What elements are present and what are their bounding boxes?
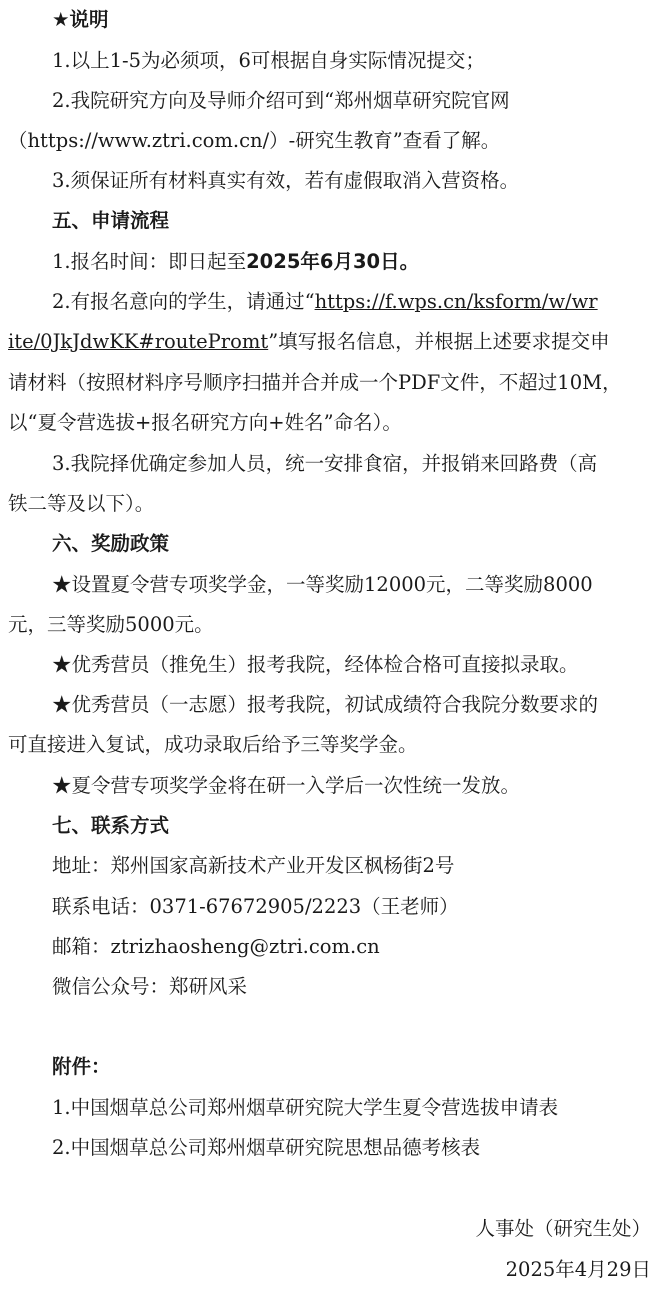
- section-5-item-2-line-4: 以“夏令营选拔+报名研究方向+姓名”命名）。: [8, 411, 402, 434]
- note-heading: [52, 8, 651, 32]
- attachment-1: 1.中国烟草总公司郑州烟草研究院大学生夏令营选拔申请表: [52, 1096, 559, 1119]
- reward-2: ★优秀营员（推免生）报考我院，经体检合格可直接拟录取。: [52, 653, 579, 676]
- section-5-item-2-line-2: [8, 330, 651, 354]
- contact-address: 地址：郑州国家高新技术产业开发区枫杨街2号: [52, 854, 455, 877]
- contact-phone: 联系电话：0371-67672905/2223（王老师）: [52, 895, 459, 918]
- signature-date: 2025年4月29日: [505, 1258, 651, 1281]
- contact-email: 邮箱：ztrizhaosheng@ztri.com.cn: [52, 935, 380, 958]
- reward-4: ★夏令营专项奖学金将在研一入学后一次性统一发放。: [52, 774, 521, 797]
- note-item-2-line-1: 2.我院研究方向及导师介绍可到“郑州烟草研究院官网: [52, 89, 510, 112]
- note-item-1: 1.以上1-5为必须项，6可根据自身实际情况提交；: [52, 49, 485, 72]
- note-title: 说明: [69, 8, 109, 31]
- reward-3-line-2: 可直接进入复试，成功录取后给予三等奖学金。: [8, 733, 418, 756]
- apply-form-link-continued[interactable]: ite/0JkJdwKK#routePromt: [8, 330, 269, 353]
- note-item-2-line-2: （https://www.ztri.com.cn/）-研究生教育”查看了解。: [8, 129, 501, 152]
- reward-1-line-2: 元，三等奖励5000元。: [8, 613, 214, 636]
- apply-form-link[interactable]: https://f.wps.cn/ksform/w/wr: [314, 290, 598, 313]
- section-6-title: 六、奖励政策: [52, 532, 170, 555]
- section-5-item-2-line-3: 请材料（按照材料序号顺序扫描并合并成一个PDF文件，不超过10M，: [8, 371, 622, 394]
- star-icon: ★: [52, 8, 70, 31]
- reward-1-line-1: ★设置夏令营专项奖学金，一等奖励12000元，二等奖励8000: [52, 573, 593, 596]
- deadline-prefix: 1.报名时间：即日起至: [52, 250, 247, 273]
- reward-3-line-1: ★优秀营员（一志愿）报考我院，初试成绩符合我院分数要求的: [52, 693, 599, 716]
- section-5-item-1: [52, 250, 651, 274]
- apply-suffix: ”填写报名信息，并根据上述要求提交申: [268, 330, 610, 353]
- section-7-title: 七、联系方式: [52, 814, 170, 837]
- section-5-item-3-line-2: 铁二等及以下）。: [8, 492, 155, 515]
- deadline-date: 2025年6月30日。: [246, 250, 420, 273]
- section-5-item-3-line-1: 3.我院择优确定参加人员，统一安排食宿，并报销来回路费（高: [52, 452, 598, 475]
- section-5-title: 五、申请流程: [52, 209, 170, 232]
- attachment-2: 2.中国烟草总公司郑州烟草研究院思想品德考核表: [52, 1136, 481, 1159]
- signature-department: 人事处（研究生处）: [475, 1217, 651, 1240]
- attachments-title: 附件：: [52, 1055, 111, 1078]
- contact-wechat: 微信公众号：郑研风采: [52, 975, 248, 998]
- apply-prefix: 2.有报名意向的学生，请通过“: [52, 290, 315, 313]
- note-item-3: 3.须保证所有材料真实有效，若有虚假取消入营资格。: [52, 169, 520, 192]
- section-5-item-2-line-1: [52, 290, 651, 314]
